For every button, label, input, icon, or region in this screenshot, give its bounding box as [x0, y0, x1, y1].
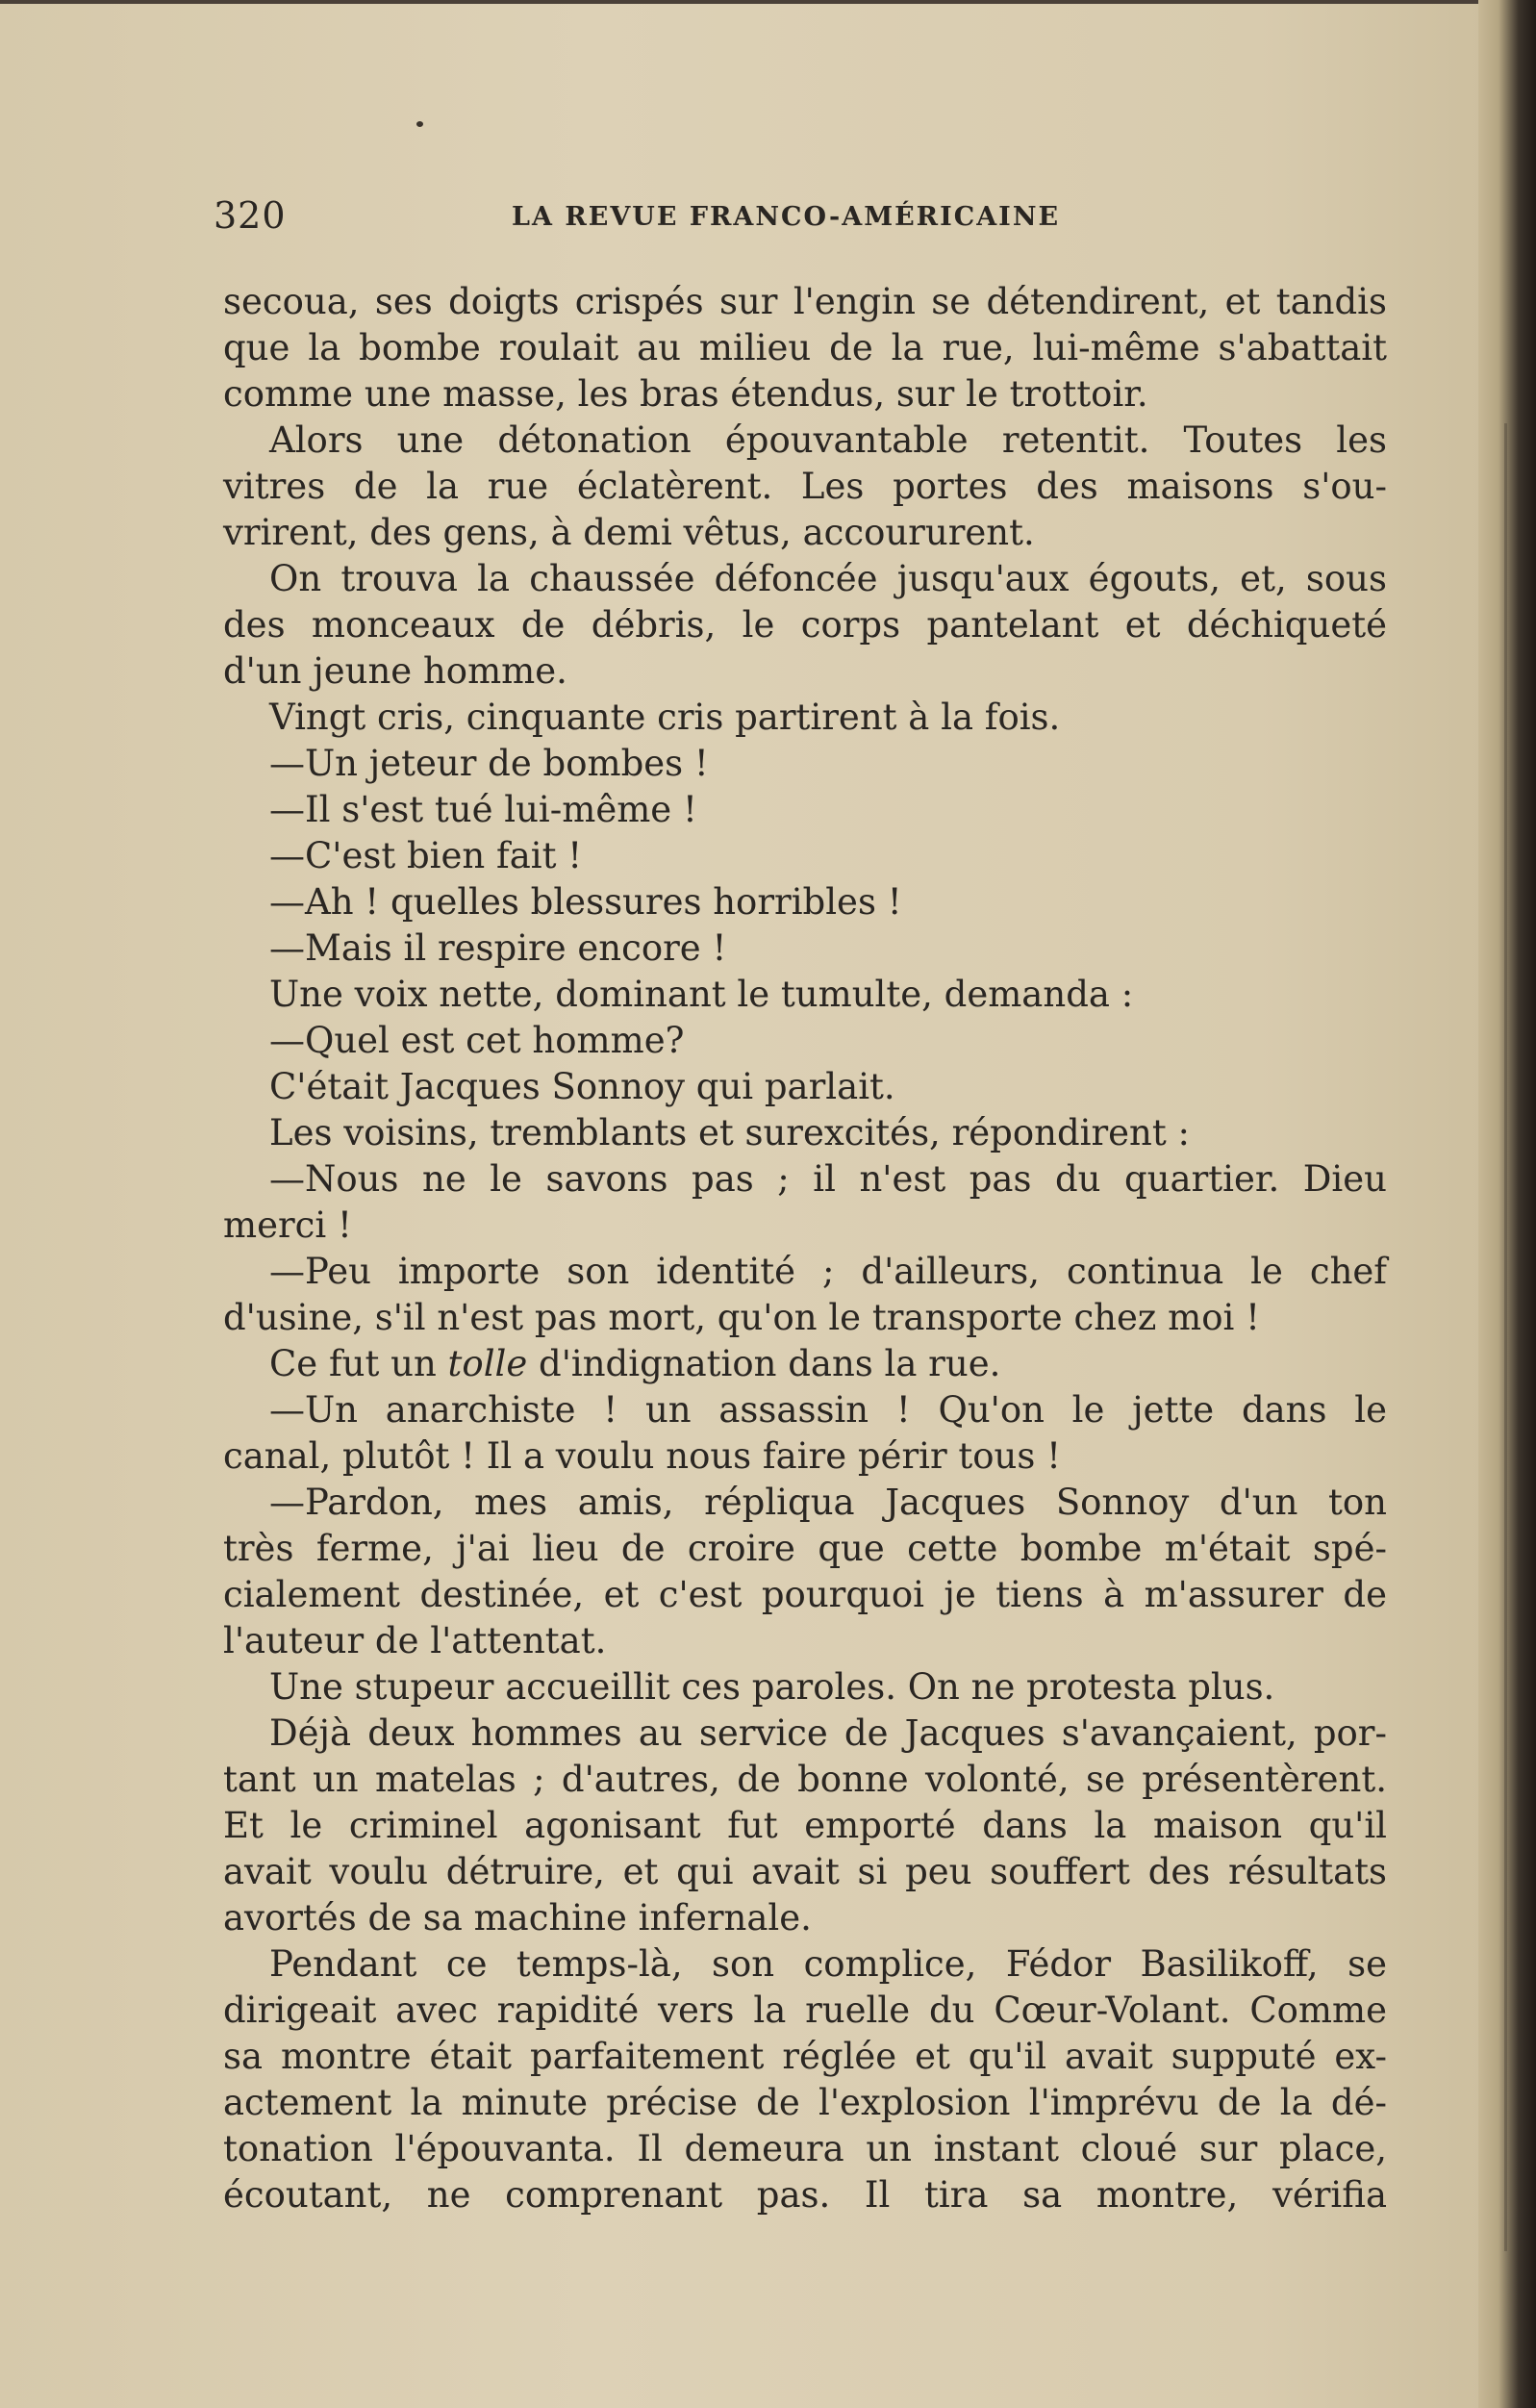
- text-line: —Quel est cet homme?: [269, 1020, 685, 1061]
- text-line: actement la minute précise de l'explosion l'imprévu de la dé-: [223, 2082, 1387, 2123]
- text-line: canal, plutôt ! Il a voulu nous faire périr tous !: [223, 1435, 1061, 1477]
- text-line: —Mais il respire encore !: [269, 927, 727, 969]
- text-line: Vingt cris, cinquante cris partirent à la fois.: [269, 697, 1061, 738]
- text-line: sa montre était parfaitement réglée et qu'il avait supputé ex-: [223, 2036, 1387, 2077]
- text-line: Les voisins, tremblants et surexcités, répondirent :: [269, 1112, 1190, 1153]
- text-line: —Un anarchiste ! un assassin ! Qu'on le jette dans le: [269, 1389, 1387, 1431]
- text-line: avortés de sa machine infernale.: [223, 1897, 812, 1939]
- text-line: —Un jeteur de bombes !: [269, 743, 709, 784]
- text-line: Déjà deux hommes au service de Jacques s'avançaient, por-: [269, 1712, 1387, 1754]
- text-line: Ce fut un tolle d'indignation dans la rue.: [269, 1343, 1001, 1384]
- text-line: comme une masse, les bras étendus, sur le trottoir.: [223, 373, 1148, 415]
- text-line: des monceaux de débris, le corps pantelant et déchiqueté: [223, 604, 1387, 646]
- text-line: avait voulu détruire, et qui avait si peu souffert des résultats: [223, 1851, 1387, 1892]
- text-line: tonation l'épouvanta. Il demeura un instant cloué sur place,: [223, 2128, 1387, 2169]
- text-line: —Pardon, mes amis, répliqua Jacques Sonnoy d'un ton: [269, 1482, 1387, 1523]
- text-line: secoua, ses doigts crispés sur l'engin se détendirent, et tandis: [223, 281, 1387, 322]
- text-line: —Peu importe son identité ; d'ailleurs, continua le chef: [269, 1251, 1387, 1292]
- text-line: —Ah ! quelles blessures horribles !: [269, 881, 902, 923]
- page-header: [214, 192, 1397, 250]
- text-line: vitres de la rue éclatèrent. Les portes des maisons s'ou-: [223, 466, 1387, 507]
- text-line: vrirent, des gens, à demi vêtus, accoururent.: [223, 512, 1035, 553]
- text-line: Une stupeur accueillit ces paroles. On ne protesta plus.: [269, 1666, 1275, 1708]
- text-line: d'usine, s'il n'est pas mort, qu'on le transporte chez moi !: [223, 1297, 1260, 1338]
- text-line: —C'est bien fait !: [269, 835, 583, 876]
- text-line: dirigeait avec rapidité vers la ruelle du Cœur-Volant. Comme: [223, 1990, 1387, 2031]
- text-line: —Il s'est tué lui-même !: [269, 789, 697, 830]
- text-line: très ferme, j'ai lieu de croire que cette bombe m'était spé-: [223, 1528, 1387, 1569]
- italic-word: tolle: [447, 1343, 528, 1384]
- gutter-edge: [1504, 423, 1507, 2251]
- text-line: Pendant ce temps-là, son complice, Fédor Basilikoff, se: [269, 1943, 1387, 1985]
- text-line: écoutant, ne comprenant pas. Il tira sa montre, vérifia: [223, 2174, 1387, 2216]
- text-line: Et le criminel agonisant fut emporté dans la maison qu'il: [223, 1805, 1387, 1846]
- page-number: 320: [214, 194, 287, 237]
- text-line: Alors une détonation épouvantable retentit. Toutes les: [269, 419, 1387, 461]
- text-line: —Nous ne le savons pas ; il n'est pas du quartier. Dieu: [269, 1158, 1387, 1200]
- book-gutter: [1478, 0, 1536, 2408]
- text-line: que la bombe roulait au milieu de la rue, lui-même s'abattait: [223, 327, 1387, 368]
- text-line: Une voix nette, dominant le tumulte, demanda :: [269, 974, 1134, 1015]
- text-line: merci !: [223, 1204, 352, 1246]
- text-line: C'était Jacques Sonnoy qui parlait.: [269, 1066, 895, 1107]
- text-line: d'un jeune homme.: [223, 650, 567, 692]
- ink-speck: [416, 121, 423, 127]
- top-edge: [0, 0, 1486, 4]
- text-line: l'auteur de l'attentat.: [223, 1620, 607, 1661]
- running-title: LA REVUE FRANCO-AMÉRICAINE: [512, 202, 1061, 232]
- text-line: cialement destinée, et c'est pourquoi je tiens à m'assurer de: [223, 1574, 1387, 1615]
- body-text: [223, 279, 1387, 2218]
- text-line: On trouva la chaussée défoncée jusqu'aux égouts, et, sous: [269, 558, 1387, 599]
- text-line: tant un matelas ; d'autres, de bonne volonté, se présentèrent.: [223, 1759, 1387, 1800]
